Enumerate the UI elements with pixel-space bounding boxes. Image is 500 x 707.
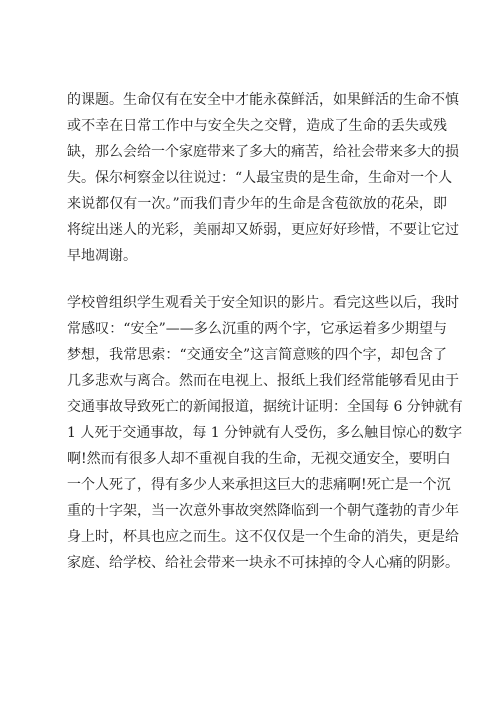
text-line: 学校曾组织学生观看关于安全知识的影片。看完这些以后，我时 [67,295,459,311]
text-line: 将绽出迷人的光彩，美丽却又娇弱，更应好好珍惜，不要让它过 [67,222,459,238]
text-line: 身上时，杯具也应之而生。这不仅仅是一个生命的消失，更是给 [67,529,459,545]
text-line: 早地凋谢。 [67,248,137,264]
text-line: 交通事故导致死亡的新闻报道，据统计证明：全国每 6 分钟就有 [67,399,463,415]
text-line: 来说都仅有一次。”而我们青少年的生命是含苞欲放的花朵，即 [67,196,447,212]
text-line: 家庭、给学校、给社会带来一块永不可抹掉的令人心痛的阴影。 [67,555,459,571]
text-line: 梦想，我常思索：“交通安全”这言简意赅的四个字，却包含了 [67,347,447,363]
text-line: 几多悲欢与离合。然而在电视上、报纸上我们经常能够看见由于 [67,373,459,389]
text-line: 一个人死了，得有多少人来承担这巨大的悲痛啊!死亡是一个沉 [67,477,451,493]
text-line: 的课题。生命仅有在安全中才能永葆鲜活，如果鲜活的生命不慎 [67,92,459,108]
text-line [67,576,447,602]
text-line: 常感叹：“安全”——多么沉重的两个字，它承运着多少期望与 [67,321,447,337]
text-line: 1 人死于交通事故，每 1 分钟就有人受伤，多么触目惊心的数字 [67,425,463,441]
text-line: 或不幸在日常工作中与安全失之交臂，造成了生命的丢失或残 [67,118,447,134]
text-line: 缺，那么会给一个家庭带来了多大的痛苦，给社会带来多大的损 [67,144,459,160]
text-line: 重的十字架，当一次意外事故突然降临到一个朝气蓬勃的青少年 [67,503,459,519]
text-line: 啊!然而有很多人却不重视自我的生命，无视交通安全，要明白 [67,451,451,467]
text-line: 失。保尔柯察金以往说过：“人最宝贵的是生命，生命对一个人 [67,170,453,186]
